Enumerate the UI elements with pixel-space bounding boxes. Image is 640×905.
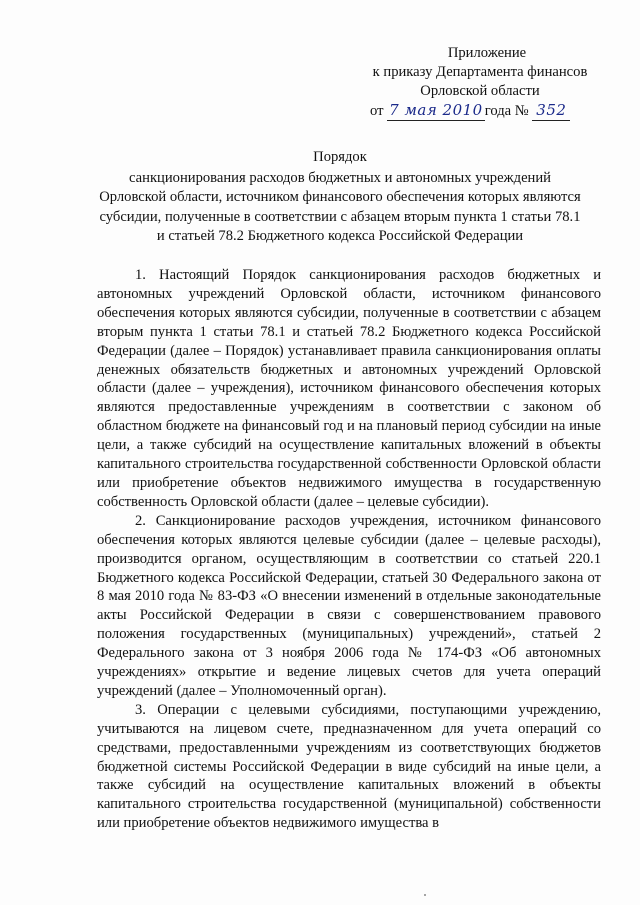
paragraph-3: 3. Операции с целевыми субсидиями, поступающими учреждению, учитываются на лицевом счете, предназначенном для учета операций со средствами, предоставленными учреждениям из соответствующих бюджетов бюджетной системы Российской Федерации в виде субсидий на иные цели, а также субсидий на осуществление капитальных вложений в объекты капитального строительства государственной (муниципальной) собственности или приобретение объектов недвижимого имущества в — [97, 701, 601, 832]
document-body — [97, 266, 601, 833]
appendix-date-line — [340, 101, 620, 121]
heading-title: Порядок — [313, 149, 367, 165]
heading-line-3: субсидии, полученные в соответствии с абзацем вторым пункта 1 статьи 78.1 — [99, 208, 581, 225]
handwritten-order-number: 352 — [532, 101, 570, 121]
document-heading — [70, 148, 610, 247]
paragraph-2: 2. Санкционирование расходов учреждения, источником финансового обеспечения которых являются целевые субсидии (далее – целевые расходы), производится органом, осуществляющим в соответствии со статьей 220.1 Бюджетного кодекса Российской Федерации, статьей 30 Федерального закона от 8 мая 2010 года № 83-ФЗ «О внесении изменений в отдельные законодательные акты Российской Федерации в связи с совершенствованием правового положения государственных (муниципальных) учреждений», статьей 2 Федерального закона от 3 ноября 2006 года № 174-ФЗ «Об автономных учреждениях» открытие и ведение лицевых счетов для учета операций учреждений (далее – Уполномоченный орган). — [97, 512, 601, 699]
appendix-region-line: Орловской области — [420, 83, 540, 99]
paragraph-1: 1. Настоящий Порядок санкционирования расходов бюджетных и автономных учреждений Орловской области, источником финансового обеспечения которых являются субсидии, полученные в соответствии с абзацем вторым пункта 1 статьи 78.1 и статьей 78.2 Бюджетного кодекса Российской Федерации (далее – Порядок) устанавливает правила санкционирования оплаты денежных обязательств бюджетных и автономных учреждений Орловской области (далее – учреждения), источником финансового обеспечения которых являются предоставленные учреждениям в соответствии с законом об областном бюджете на финансовый год и на плановый период субсидии на иные цели, а также субсидий на осуществление капитальных вложений в объекты капитального строительства государственной собственности Орловской области или приобретение объектов недвижимого имущества в государственную собственность Орловской области (далее – целевые субсидии). — [97, 267, 601, 510]
date-suffix: года № — [484, 103, 529, 119]
appendix-title: Приложение — [447, 45, 527, 61]
handwritten-date: 7 мая 2010 — [389, 101, 483, 119]
date-prefix: от — [370, 103, 384, 119]
appendix-block — [340, 44, 620, 121]
heading-line-4: и статьей 78.2 Бюджетного кодекса Российской Федерации — [156, 228, 524, 245]
appendix-order-line: к приказу Департамента финансов — [372, 64, 588, 80]
scan-speck — [424, 894, 426, 896]
heading-line-1: санкционирования расходов бюджетных и автономных учреждений — [129, 169, 551, 186]
heading-line-2: Орловской области, источником финансового обеспечения которых являются — [99, 189, 581, 206]
